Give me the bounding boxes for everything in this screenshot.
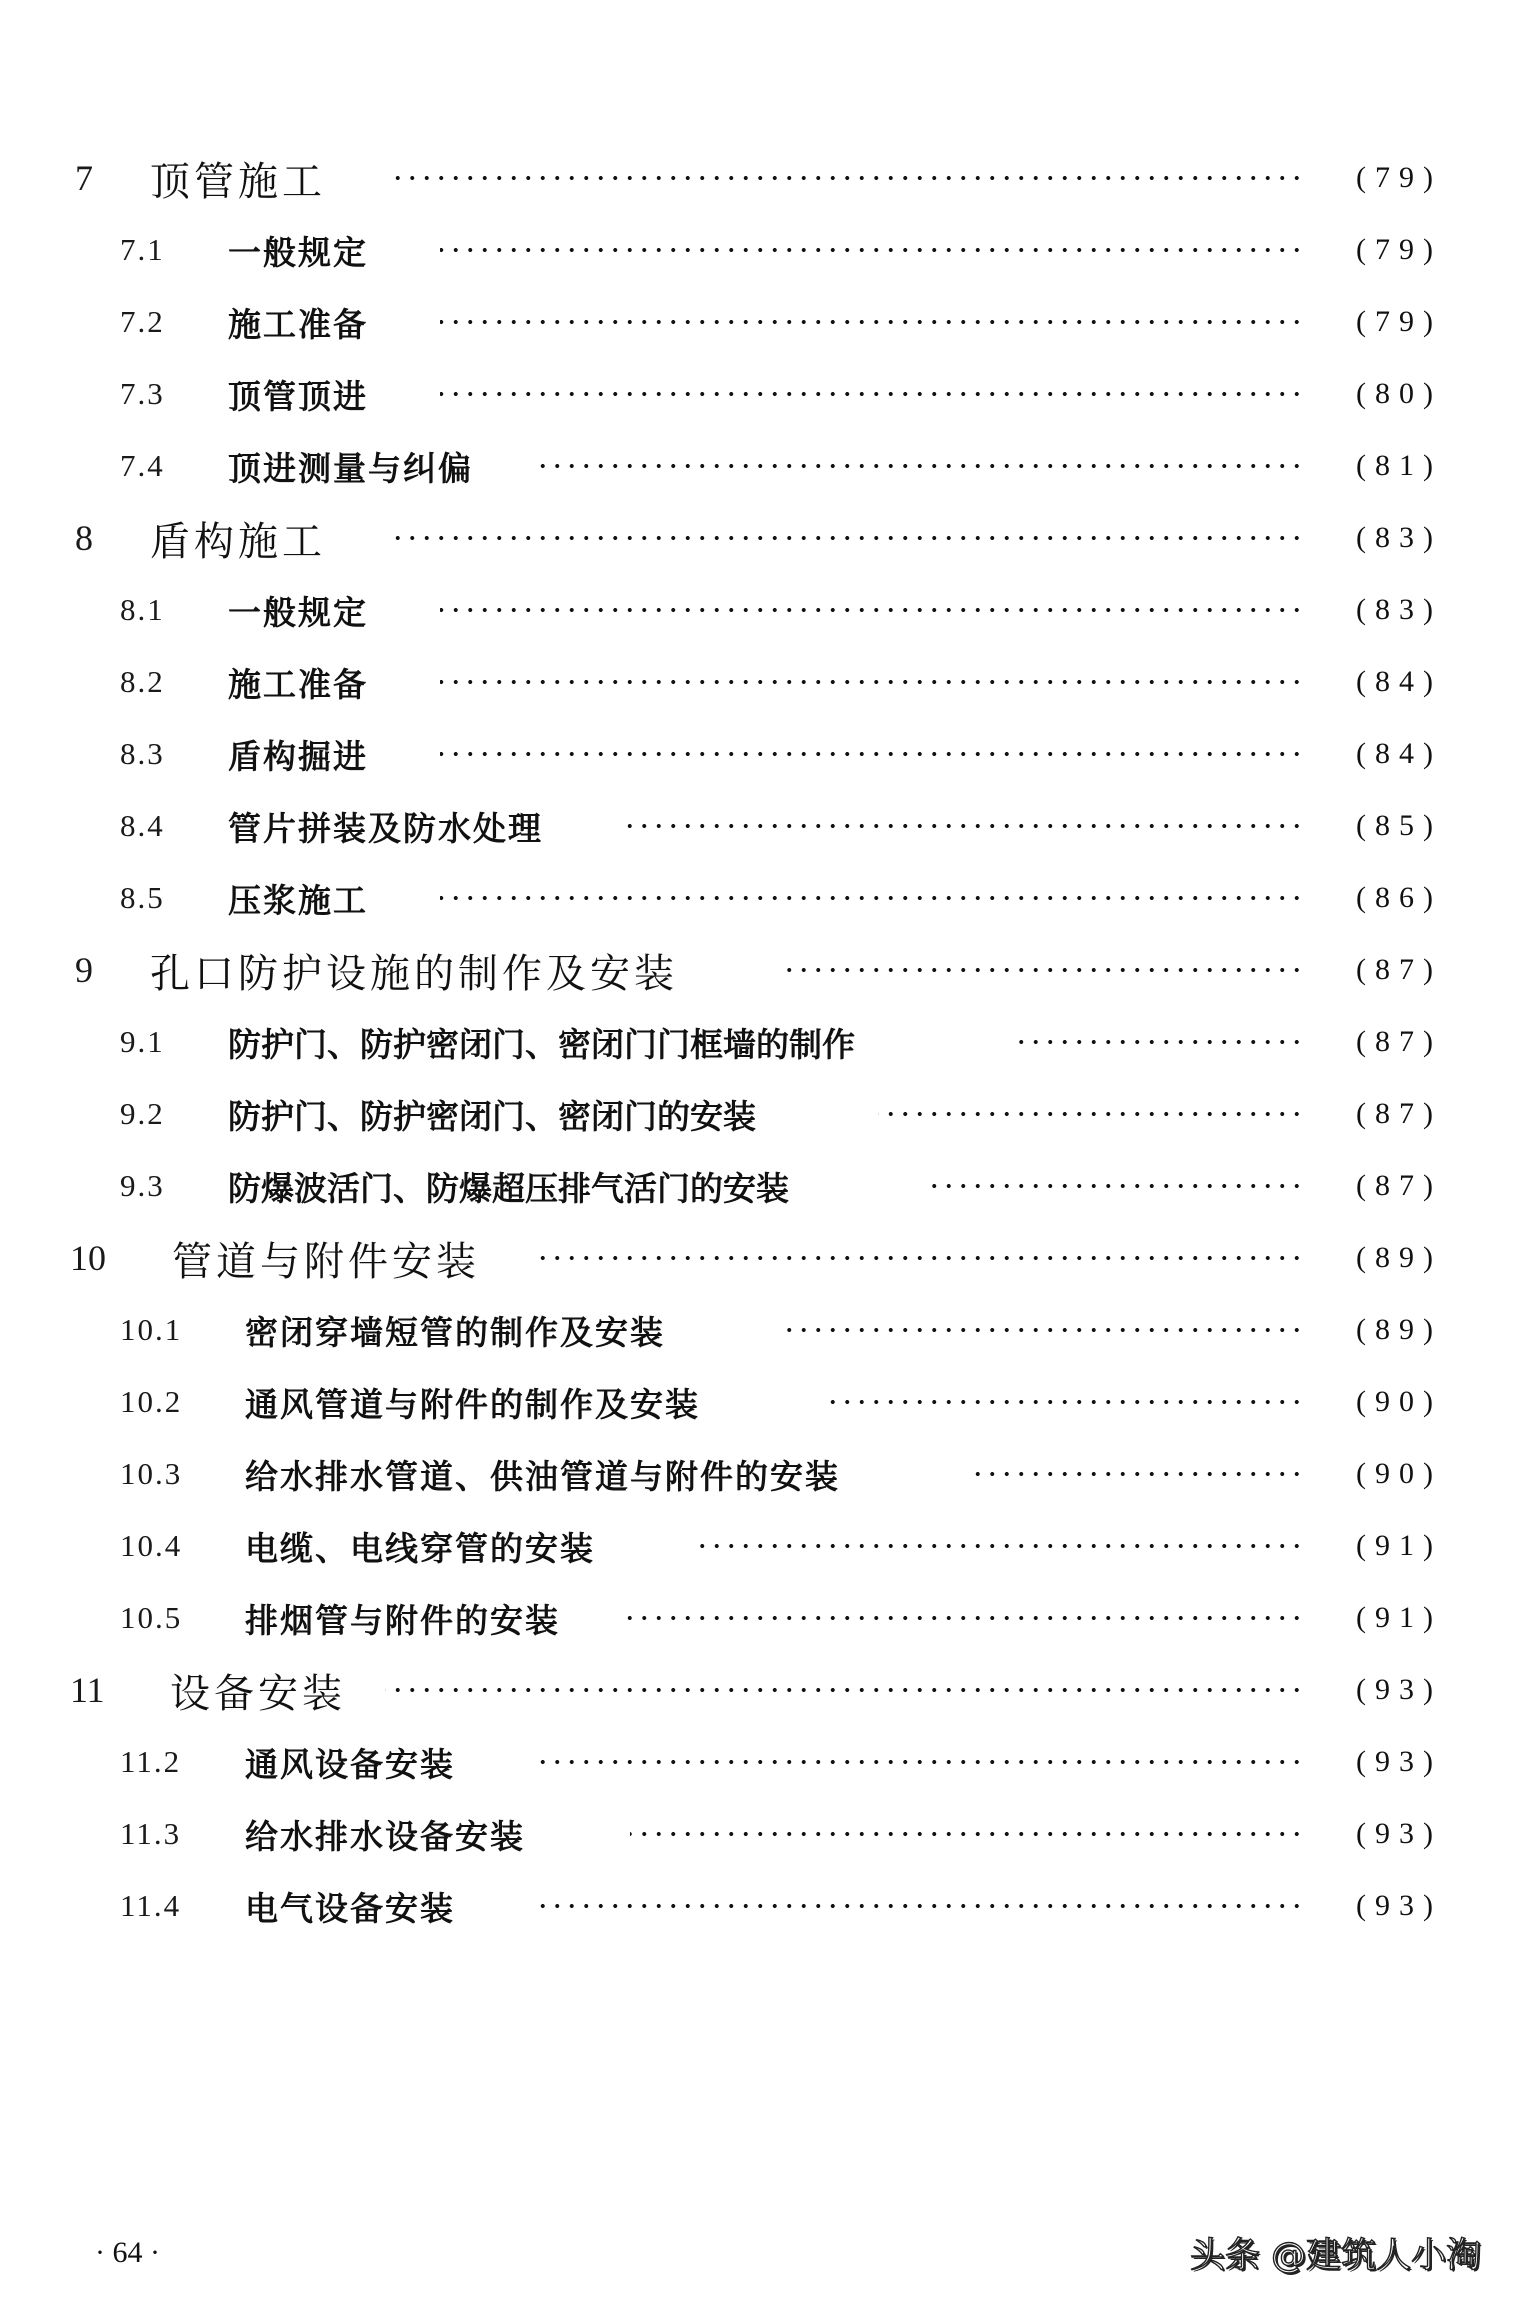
toc-entry [0,292,1530,352]
leader-dots [385,1688,1304,1692]
entry-number: 9.1 [120,1024,165,1059]
entry-title: 防护门、防护密闭门、密闭门的安装 [228,1096,756,1136]
leader-dots [690,1544,1304,1548]
entry-title: 电缆、电线穿管的安装 [245,1528,595,1568]
toc-entry [0,796,1530,856]
entry-number: 11.3 [120,1816,182,1851]
entry-number: 7.3 [120,376,165,411]
entry-number: 10.3 [120,1456,183,1491]
toc-entry [0,580,1530,640]
entry-page: (85) [1356,809,1442,842]
entry-page: (90) [1356,1385,1442,1418]
leader-dots [535,1904,1304,1908]
entry-number: 11.2 [120,1744,182,1779]
entry-page: (91) [1356,1529,1442,1562]
entry-title: 孔口防护设施的制作及安装 [150,950,678,997]
leader-dots [830,1400,1304,1404]
entry-page: (81) [1356,449,1442,482]
toc-entry [0,1156,1530,1216]
entry-title: 管片拼装及防水处理 [228,808,543,848]
leader-dots [440,392,1304,396]
entry-page: (83) [1356,593,1442,626]
entry-page: (89) [1356,1313,1442,1346]
toc-entry [0,1300,1530,1360]
toc-entry [0,868,1530,928]
page-number: · 64 · [95,2236,160,2269]
leader-dots [1018,1040,1304,1044]
toc-entry [0,940,1530,1000]
entry-page: (84) [1356,737,1442,770]
toc-entry [0,652,1530,712]
entry-title: 通风设备安装 [245,1744,455,1784]
leader-dots [390,176,1304,180]
leader-dots [630,1832,1304,1836]
toc-entry [0,1444,1530,1504]
entry-page: (79) [1356,233,1442,266]
entry-title: 设备安装 [170,1670,346,1717]
entry-page: (86) [1356,881,1442,914]
entry-title: 给水排水管道、供油管道与附件的安装 [245,1456,840,1496]
entry-title: 盾构掘进 [228,736,368,776]
entry-title: 管道与附件安装 [172,1238,480,1285]
entry-number: 8.2 [120,664,165,699]
entry-title: 施工准备 [228,664,368,704]
entry-page: (87) [1356,1169,1442,1202]
entry-number: 7.1 [120,232,165,267]
entry-page: (93) [1356,1889,1442,1922]
leader-dots [975,1472,1304,1476]
toc-entry [0,1084,1530,1144]
toc-entry [0,436,1530,496]
entry-number: 11.4 [120,1888,182,1923]
entry-number: 10.1 [120,1312,183,1347]
entry-title: 顶进测量与纠偏 [228,448,473,488]
entry-page: (83) [1356,521,1442,554]
entry-number: 7 [75,158,93,198]
entry-page: (84) [1356,665,1442,698]
entry-page: (87) [1356,953,1442,986]
toc-entry [0,1372,1530,1432]
leader-dots [440,608,1304,612]
entry-title: 顶管施工 [150,158,326,205]
entry-title: 一般规定 [228,232,368,272]
entry-number: 7.4 [120,448,165,483]
toc-entry [0,148,1530,208]
toc-entry [0,724,1530,784]
toc-entry [0,508,1530,568]
entry-page: (93) [1356,1817,1442,1850]
entry-number: 8.5 [120,880,165,915]
entry-title: 压浆施工 [228,880,368,920]
toc-entry [0,1660,1530,1720]
toc-entry [0,1012,1530,1072]
entry-page: (93) [1356,1745,1442,1778]
entry-number: 7.2 [120,304,165,339]
entry-number: 11 [70,1670,105,1710]
leader-dots [440,320,1304,324]
toc-entry [0,220,1530,280]
entry-number: 9 [75,950,93,990]
entry-number: 8.1 [120,592,165,627]
entry-page: (87) [1356,1097,1442,1130]
entry-number: 9.2 [120,1096,165,1131]
leader-dots [785,968,1304,972]
entry-title: 顶管顶进 [228,376,368,416]
toc-entry [0,1588,1530,1648]
entry-page: (80) [1356,377,1442,410]
leader-dots [440,248,1304,252]
toc-entry [0,1228,1530,1288]
entry-title: 施工准备 [228,304,368,344]
leader-dots [622,1616,1304,1620]
entry-page: (79) [1356,305,1442,338]
entry-page: (93) [1356,1673,1442,1706]
leader-dots [780,1328,1304,1332]
toc-entry [0,1732,1530,1792]
watermark: 头条 @建筑人小淘 [1190,2236,1482,2276]
toc-entry [0,1876,1530,1936]
entry-title: 密闭穿墙短管的制作及安装 [245,1312,665,1352]
leader-dots [535,464,1304,468]
leader-dots [440,896,1304,900]
entry-page: (90) [1356,1457,1442,1490]
toc-entry [0,1516,1530,1576]
entry-number: 10.4 [120,1528,183,1563]
entry-title: 一般规定 [228,592,368,632]
leader-dots [390,536,1304,540]
entry-number: 10.2 [120,1384,183,1419]
leader-dots [930,1184,1304,1188]
entry-title: 排烟管与附件的安装 [245,1600,560,1640]
leader-dots [440,752,1304,756]
entry-title: 通风管道与附件的制作及安装 [245,1384,700,1424]
leader-dots [440,680,1304,684]
entry-page: (87) [1356,1025,1442,1058]
entry-page: (91) [1356,1601,1442,1634]
entry-title: 防护门、防护密闭门、密闭门门框墙的制作 [228,1024,855,1064]
toc-entry [0,364,1530,424]
entry-number: 8 [75,518,93,558]
entry-title: 防爆波活门、防爆超压排气活门的安装 [228,1168,789,1208]
entry-page: (79) [1356,161,1442,194]
entry-number: 10 [70,1238,106,1278]
entry-title: 电气设备安装 [245,1888,455,1928]
leader-dots [540,1256,1304,1260]
leader-dots [878,1112,1304,1116]
entry-number: 8.3 [120,736,165,771]
entry-number: 9.3 [120,1168,165,1203]
leader-dots [535,1760,1304,1764]
toc-entry [0,1804,1530,1864]
leader-dots [618,824,1304,828]
entry-page: (89) [1356,1241,1442,1274]
entry-title: 盾构施工 [150,518,326,565]
entry-title: 给水排水设备安装 [245,1816,525,1856]
entry-number: 10.5 [120,1600,183,1635]
entry-number: 8.4 [120,808,165,843]
